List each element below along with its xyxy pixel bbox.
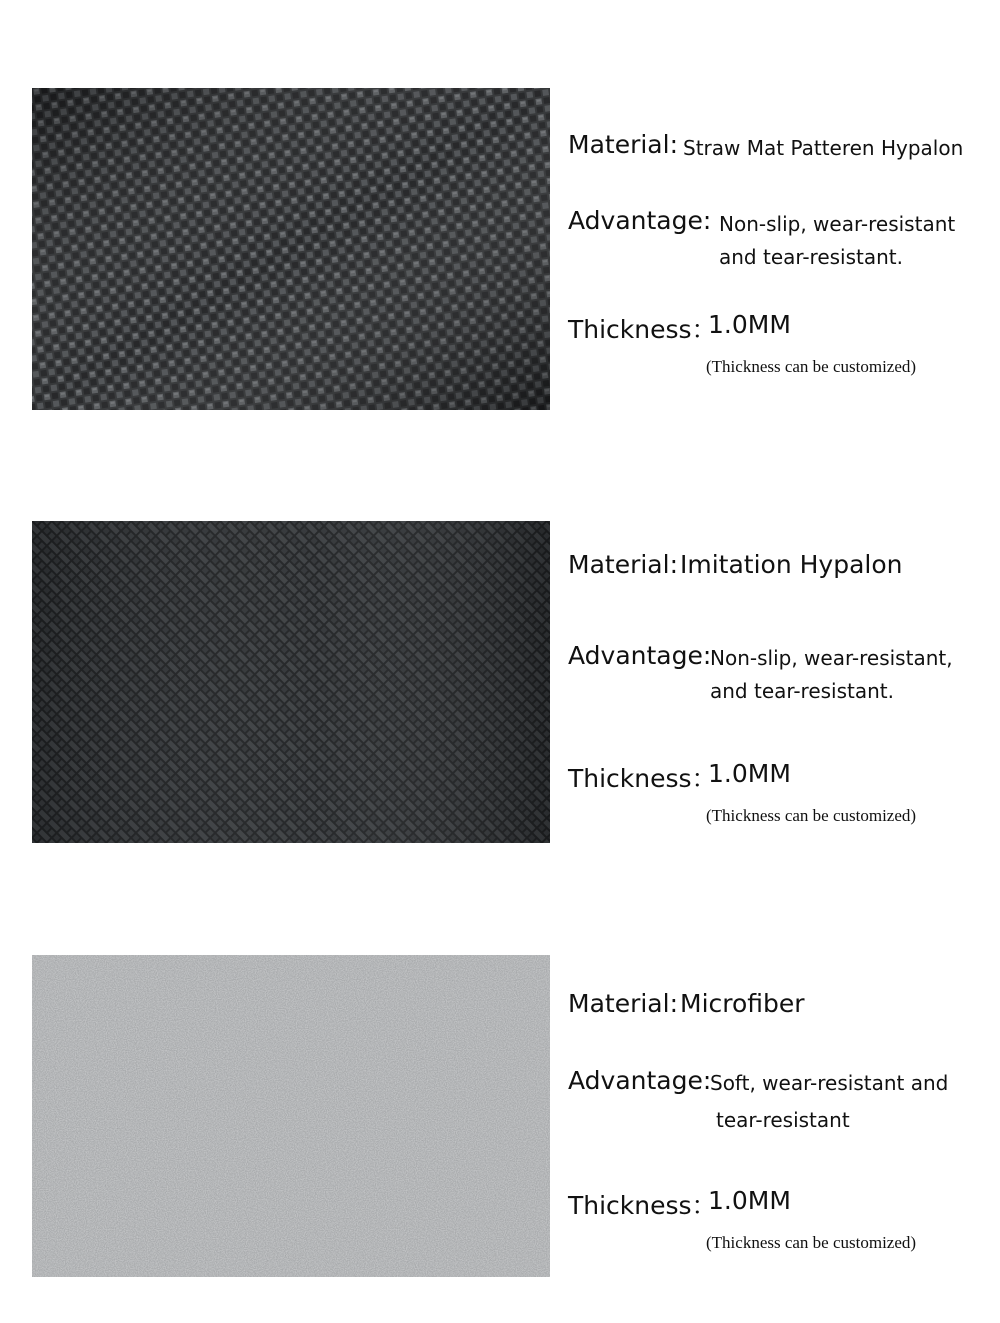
thickness-value-2: 1.0MM bbox=[708, 759, 791, 788]
material-label-2: Material: bbox=[568, 550, 678, 579]
material-value-3: Microfiber bbox=[680, 989, 805, 1018]
advantage-line1-2: Non-slip, wear-resistant, bbox=[710, 646, 953, 670]
material-value-1: Straw Mat Patteren Hypalon bbox=[683, 136, 964, 160]
material-label-1: Material: bbox=[568, 130, 678, 159]
advantage-label-1: Advantage: bbox=[568, 206, 712, 235]
advantage-label-2: Advantage: bbox=[568, 641, 712, 670]
thickness-value-3: 1.0MM bbox=[708, 1186, 791, 1215]
advantage-line2-2: and tear-resistant. bbox=[710, 679, 895, 703]
advantage-label-3: Advantage: bbox=[568, 1066, 712, 1095]
swatch-image-straw-mat-hypalon bbox=[32, 88, 550, 410]
thickness-note-2: (Thickness can be customized) bbox=[706, 806, 917, 825]
thickness-value-1: 1.0MM bbox=[708, 310, 791, 339]
material-label-3: Material: bbox=[568, 989, 678, 1018]
advantage-line2-3: tear-resistant bbox=[716, 1108, 850, 1132]
swatch-image-imitation-hypalon bbox=[32, 521, 550, 843]
thickness-label-2: Thickness： bbox=[568, 764, 717, 793]
thickness-note-3: (Thickness can be customized) bbox=[706, 1233, 917, 1252]
advantage-line2-1: and tear-resistant. bbox=[719, 245, 904, 269]
thickness-label-1: Thickness： bbox=[568, 315, 717, 344]
material-value-2: Imitation Hypalon bbox=[680, 550, 903, 579]
thickness-note-1: (Thickness can be customized) bbox=[706, 357, 917, 376]
advantage-line1-3: Soft, wear-resistant and bbox=[710, 1071, 949, 1095]
advantage-line1-1: Non-slip, wear-resistant bbox=[719, 212, 956, 236]
swatch-image-microfiber bbox=[32, 955, 550, 1277]
thickness-label-3: Thickness： bbox=[568, 1191, 717, 1220]
